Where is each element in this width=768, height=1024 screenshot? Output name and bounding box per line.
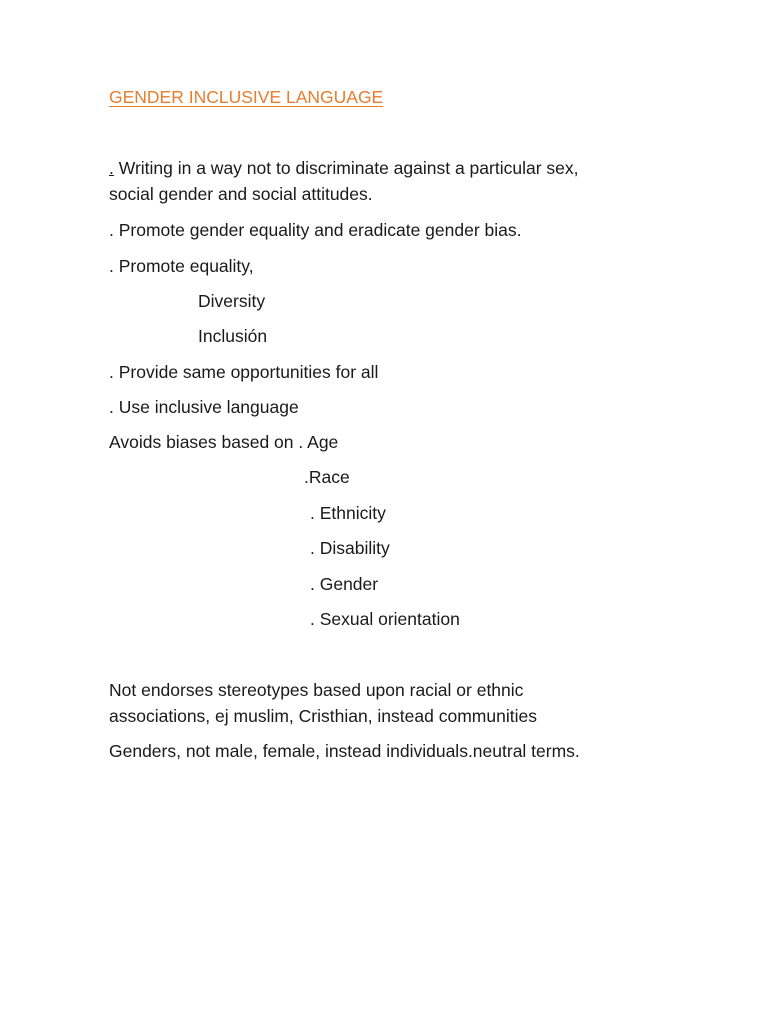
text-line-inclusion: Inclusión — [198, 326, 268, 346]
document-title: GENDER INCLUSIVE LANGUAGE — [109, 87, 384, 107]
underlined-bullet: . — [109, 158, 114, 178]
list-item-ethnicity: . Ethnicity — [310, 503, 386, 523]
list-item-disability: . Disability — [310, 538, 390, 558]
text-line-stereotypes: Not endorses stereotypes based upon racial or ethnic — [109, 680, 524, 700]
list-item-race: .Race — [304, 467, 350, 487]
text-line-associations: associations, ej muslim, Cristhian, instead communities — [109, 706, 537, 726]
text-line-inclusive-language: . Use inclusive language — [109, 397, 299, 417]
text-line-social-gender: social gender and social attitudes. — [109, 184, 373, 204]
list-item-sexual-orientation: . Sexual orientation — [310, 609, 460, 629]
text-line-diversity: Diversity — [198, 291, 266, 311]
text-line-writing — [109, 157, 578, 179]
list-item-gender: . Gender — [310, 574, 379, 594]
text-line-writing-rest: Writing in a way not to discriminate against a particular sex, — [113, 158, 579, 178]
text-line-opportunities: . Provide same opportunities for all — [109, 362, 379, 382]
text-line-promote-equality: . Promote equality, — [109, 256, 254, 276]
text-line-promote-gender-equality: . Promote gender equality and eradicate gender bias. — [109, 220, 522, 240]
text-line-avoids-biases: Avoids biases based on . Age — [109, 432, 339, 452]
text-line-genders: Genders, not male, female, instead individuals.neutral terms. — [109, 741, 580, 761]
